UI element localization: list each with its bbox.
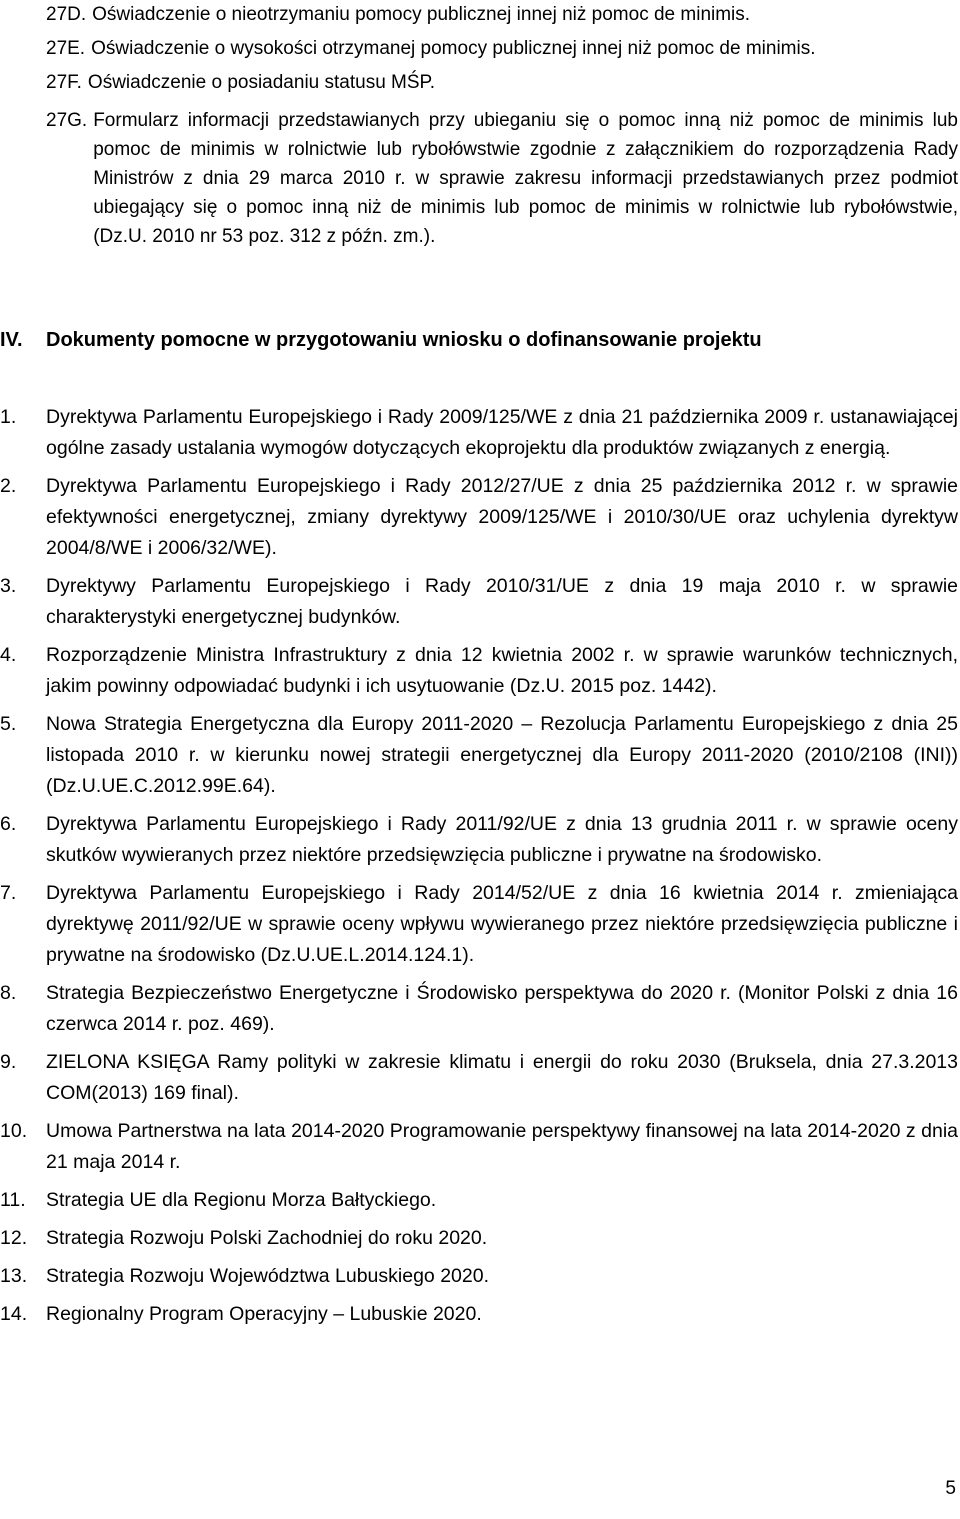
list-item [0,1299,958,1330]
item-number: 11. [0,1189,26,1211]
item-text: Regionalny Program Operacyjny – Lubuskie 2020. [46,1303,482,1325]
list-item [0,709,958,802]
item-text: Dyrektywa Parlamentu Europejskiego i Rady 2009/125/WE z dnia 21 października 2009 r. ustanawiającej ogólne zasady ustalania wymogów dotyczących ekoprojektu dla produktów związanych z energią. [46,406,958,459]
item-number: 7. [0,882,17,904]
item-number: 27D. [46,4,87,25]
item-text: Strategia Rozwoju Województwa Lubuskiego 2020. [46,1265,489,1287]
list-item [0,571,958,633]
section-heading [0,326,960,354]
list-item [0,1261,958,1292]
item-number: 13. [0,1265,28,1287]
attachment-list [46,0,958,251]
item-number: 14. [0,1303,28,1325]
list-item [0,402,958,464]
list-item [0,878,958,971]
item-text: Strategia Bezpieczeństwo Energetyczne i Środowisko perspektywa do 2020 r. (Monitor Polski z dnia 16 czerwca 2014 r. poz. 469). [46,982,958,1035]
list-item [46,106,958,251]
item-text: Dyrektywa Parlamentu Europejskiego i Rady 2012/27/UE z dnia 25 października 2012 r. w sprawie efektywności energetycznej, zmiany dyrektywy 2009/125/WE i 2010/30/UE oraz uchylenia dyrektyw 2004/8/WE i 2006/32/WE). [46,475,958,559]
item-number: 27E. [46,38,86,59]
item-number: 5. [0,713,17,735]
list-item [0,471,958,564]
list-item [0,1223,958,1254]
list-item [0,809,958,871]
list-item [46,34,958,64]
list-item [0,1185,958,1216]
item-text: Strategia UE dla Regionu Morza Bałtyckiego. [46,1189,437,1211]
item-text: Oświadczenie o nieotrzymaniu pomocy publicznej innej niż pomoc de minimis. [92,4,751,25]
item-text: Dyrektywa Parlamentu Europejskiego i Rady 2011/92/UE z dnia 13 grudnia 2011 r. w sprawie oceny skutków wywieranych przez niektóre przedsięwzięcia publiczne i prywatne na środowisko. [46,813,958,866]
item-text: Dyrektywa Parlamentu Europejskiego i Rady 2014/52/UE z dnia 16 kwietnia 2014 r. zmieniająca dyrektywę 2011/92/UE w sprawie oceny wpływu wywieranego przez niektóre przedsięwzięcia publiczne i prywatne na środowisko (Dz.U.UE.L.2014.124.1). [46,882,958,966]
item-text: Formularz informacji przedstawianych przy ubieganiu się o pomoc inną niż pomoc de minimis lub pomoc de minimis w rolnictwie lub rybołówstwie zgodnie z załącznikiem do rozporządzenia Rady Ministrów z dnia 29 marca 2010 r. w sprawie zakresu informacji przedstawianych przez podmiot ubiegający się o pomoc inną niż de minimis lub pomoc de minimis w rolnictwie lub rybołówstwie, (Dz.U. 2010 nr 53 poz. 312 z późn. zm.). [93,110,958,247]
list-item [0,978,958,1040]
page-number: 5 [945,1478,956,1499]
item-text: Strategia Rozwoju Polski Zachodniej do roku 2020. [46,1227,488,1249]
item-number: 10. [0,1120,28,1142]
item-number: 27G. [46,110,88,131]
item-number: 9. [0,1051,17,1073]
list-item [0,640,958,702]
item-number: 3. [0,575,17,597]
item-number: 1. [0,406,17,428]
item-text: Oświadczenie o wysokości otrzymanej pomocy publicznej innej niż pomoc de minimis. [91,38,816,59]
item-number: 12. [0,1227,28,1249]
list-item [46,68,958,98]
reference-list [0,402,958,1337]
section-title: Dokumenty pomocne w przygotowaniu wniosku o dofinansowanie projektu [46,329,762,351]
item-number: 6. [0,813,17,835]
item-text: ZIELONA KSIĘGA Ramy polityki w zakresie klimatu i energii do roku 2030 (Bruksela, dnia 27.3.2013 COM(2013) 169 final). [46,1051,958,1104]
item-number: 27F. [46,72,82,93]
item-text: Dyrektywy Parlamentu Europejskiego i Rady 2010/31/UE z dnia 19 maja 2010 r. w sprawie charakterystyki energetycznej budynków. [46,575,958,628]
list-item [0,1116,958,1178]
item-number: 2. [0,475,17,497]
item-number: 4. [0,644,17,666]
item-text: Umowa Partnerstwa na lata 2014-2020 Programowanie perspektywy finansowej na lata 2014-2020 z dnia 21 maja 2014 r. [46,1120,958,1173]
item-number: 8. [0,982,17,1004]
list-item [0,1047,958,1109]
item-text: Nowa Strategia Energetyczna dla Europy 2011-2020 – Rezolucja Parlamentu Europejskiego z dnia 25 listopada 2010 r. w kierunku nowej strategii energetycznej dla Europy 2011-2020 (2010/2108 (INI)) (Dz.U.UE.C.2012.99E.64). [46,713,958,797]
list-item [46,0,958,30]
item-text: Rozporządzenie Ministra Infrastruktury z dnia 12 kwietnia 2002 r. w sprawie warunków technicznych, jakim powinny odpowiadać budynki i ich usytuowanie (Dz.U. 2015 poz. 1442). [46,644,958,697]
section-number: IV. [0,329,23,351]
item-text: Oświadczenie o posiadaniu statusu MŚP. [87,72,436,93]
